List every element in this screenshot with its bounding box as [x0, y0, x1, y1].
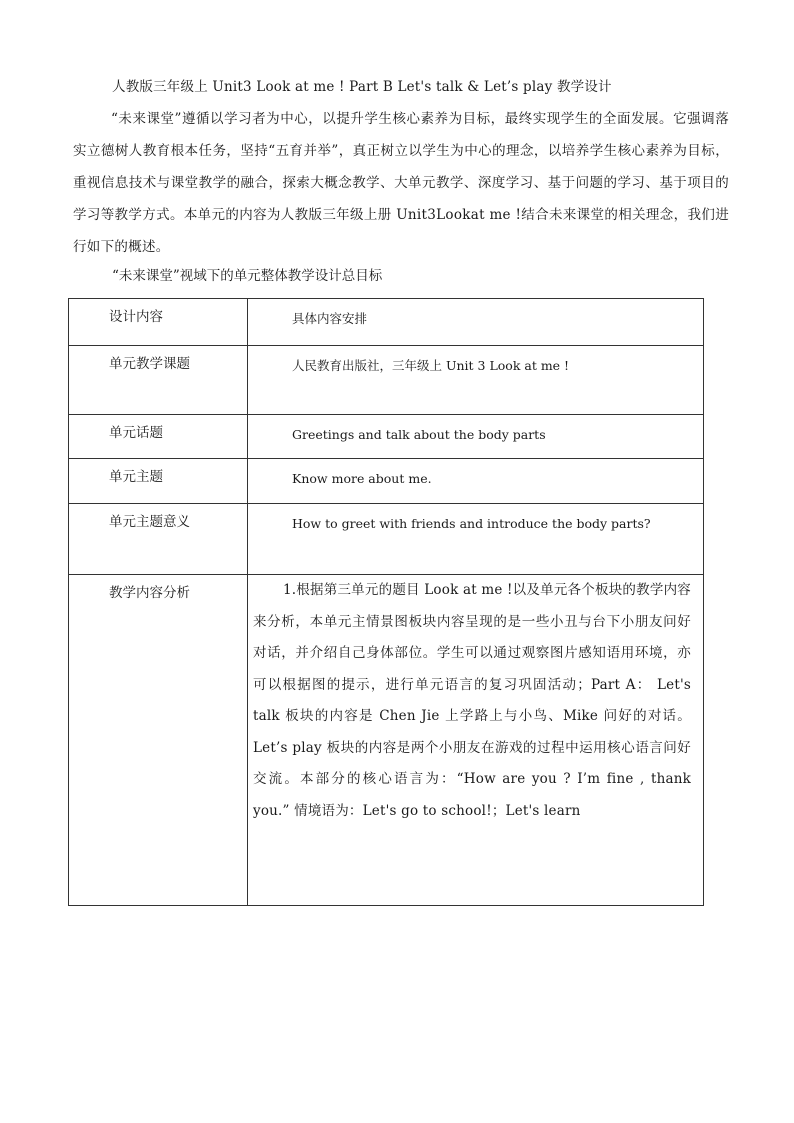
row-value-theme: Know more about me.: [248, 459, 704, 504]
row-value-topic: Greetings and talk about the body parts: [248, 415, 704, 459]
row-value-content-analysis: [248, 575, 704, 906]
row-value-course: 人民教育出版社，三年级上 Unit 3 Look at me !: [248, 346, 704, 415]
row-label-content-analysis: 教学内容分析: [69, 575, 248, 906]
table-row-theme: [69, 459, 704, 504]
table-row-topic: [69, 415, 704, 459]
table-row-course: [69, 346, 704, 415]
table-row-content-analysis: [69, 575, 704, 906]
content-analysis-text: 1.根据第三单元的题目 Look at me !以及单元各个板块的教学内容来分析，本单元主情景图板块内容呈现的是一些小丑与台下小朋友问好对话，并介绍自己身体部位。学生可以通过观察图片感知语用环境，亦可以根据图的提示，进行单元语言的复习巩固活动；Part A： Let's talk 板块的内容是 Chen Jie 上学路上与小鸟、Mike 问好的对话。 Let’s play 板块的内容是两个小朋友在游戏的过程中运用核心语言问好交流。本部分的核心语言为：“How are you ? I’m fine , thank you.” 情境语为：Let's go to school!；Let's learn: [253, 582, 691, 819]
table-caption: “未来课堂”视域下的单元整体教学设计总目标: [112, 268, 383, 284]
table-row-theme-meaning: [69, 504, 704, 575]
row-label-theme-meaning: 单元主题意义: [69, 504, 248, 575]
row-label-course: 单元教学课题: [69, 346, 248, 415]
header-label-cell: 设计内容: [69, 299, 248, 346]
row-label-topic: 单元话题: [69, 415, 248, 459]
intro-paragraph: “未来课堂”遵循以学习者为中心，以提升学生核心素养为目标，最终实现学生的全面发展。它强调落实立德树人教育根本任务，坚持“五育并举”，真正树立以学生为中心的理念，以培养学生核心素养为目标，重视信息技术与课堂教学的融合，探索大概念教学、大单元教学、深度学习、基于问题的学习、基于项目的学习等教学方式。本单元的内容为人教版三年级上册 Unit3Lookat me !结合未来课堂的相关理念，我们进行如下的概述。: [73, 111, 729, 255]
unit-design-table: [68, 298, 704, 906]
row-label-theme: 单元主题: [69, 459, 248, 504]
document-title: 人教版三年级上 Unit3 Look at me ! Part B Let's talk & Let’s play 教学设计: [112, 79, 612, 95]
table-header-row: [69, 299, 704, 346]
row-value-theme-meaning: How to greet with friends and introduce the body parts?: [248, 504, 704, 575]
header-value-cell: 具体内容安排: [248, 299, 704, 346]
